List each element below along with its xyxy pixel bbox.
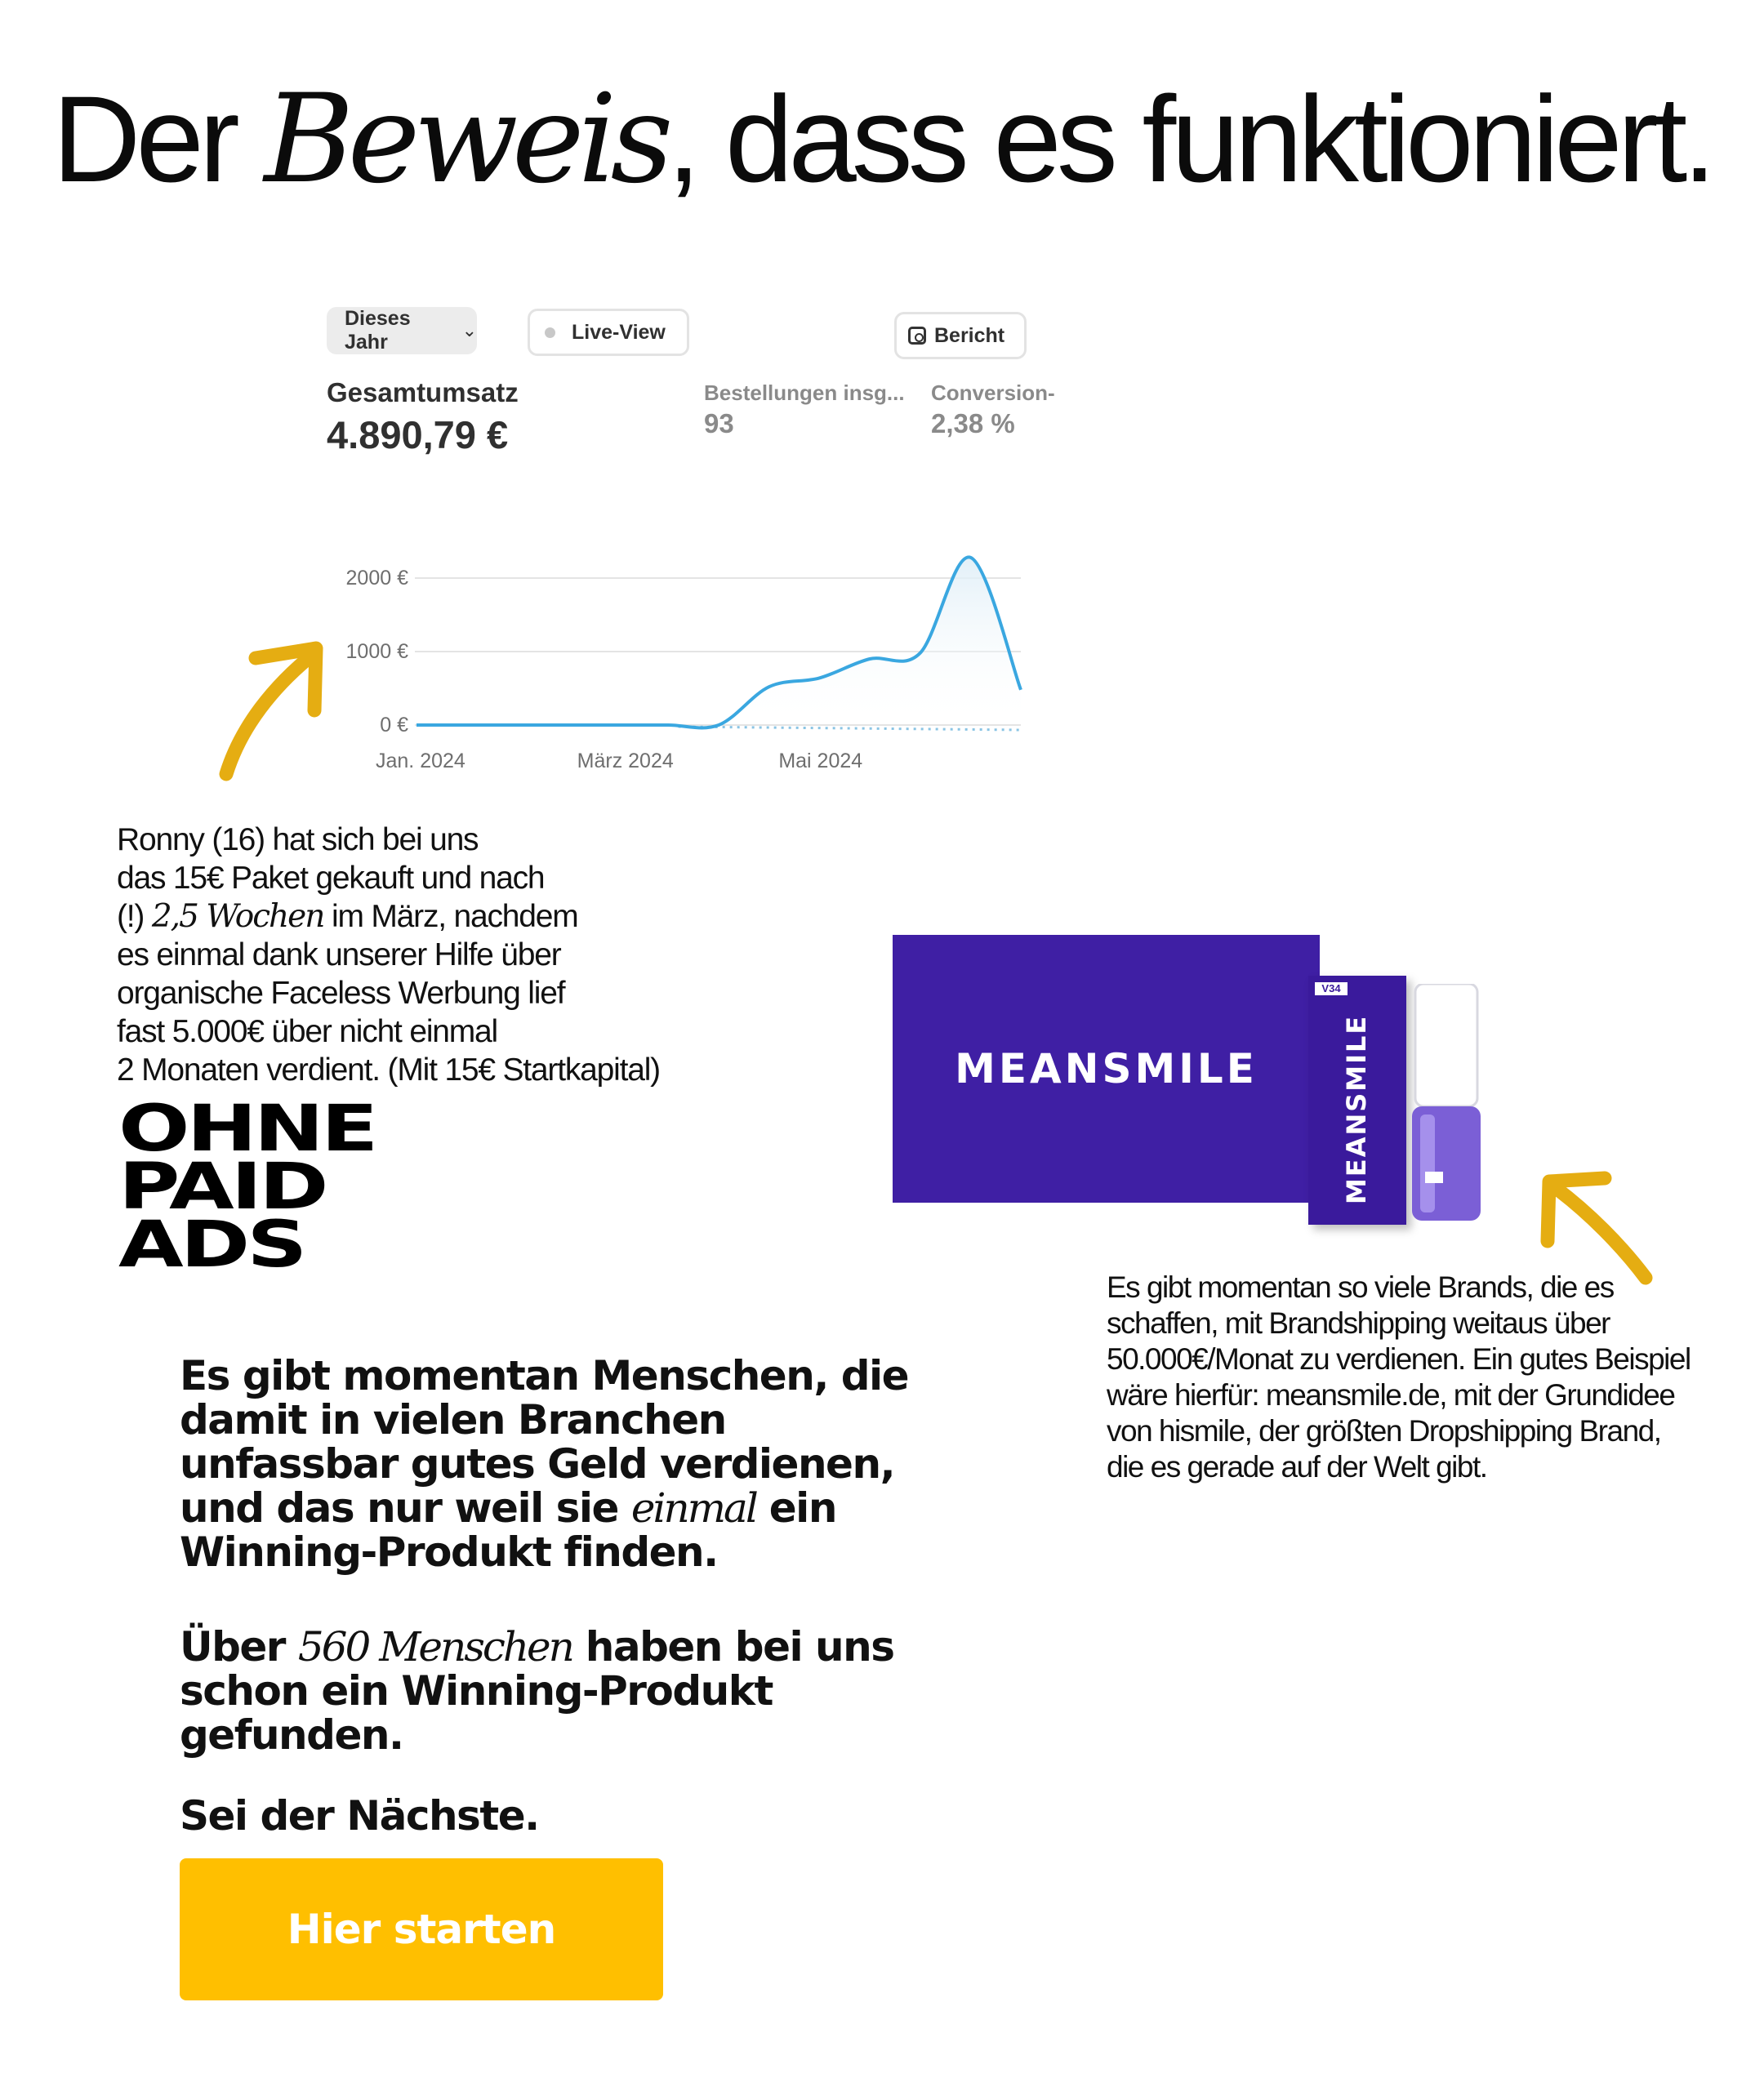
x-tick-label: März 2024 [577, 750, 674, 772]
orders-value: 93 [704, 408, 734, 438]
chevron-down-icon: ⌄ [461, 320, 477, 340]
headline-part: , dass es funktioniert. [666, 70, 1712, 207]
product-box-image [1308, 976, 1406, 1225]
pitch-text: ein Winning-Produkt finden. [180, 1484, 836, 1576]
brand-example-text: Es gibt momentan so viele Brands, die es schaffen, mit Brandshipping weitaus über 50.000€/Monat zu verdienen. Ein gutes Beispiel wäre hierfür: meansmile.de, mit der Grundidee von hismile, der größten Dropshipping Brand, die es gerade auf der Welt gibt. [1107, 1270, 1690, 1484]
conversion-value: 2,38 % [931, 408, 1015, 438]
total-sales-value: 4.890,79 € [327, 413, 509, 456]
orders-label[interactable]: Bestellungen insg... [704, 380, 905, 405]
headline-emphasis: Beweis [264, 69, 667, 211]
pitch-closing: Sei der Nächste. [180, 1792, 539, 1840]
no-paid-ads-line: PAID [118, 1150, 326, 1224]
period-dropdown-label: Dieses Jahr [345, 307, 411, 354]
sales-area-fill [416, 557, 1021, 727]
story-line [117, 897, 786, 936]
story-line: Ronny (16) hat sich bei uns [117, 822, 479, 857]
start-button[interactable]: Hier starten [180, 1858, 663, 2000]
product-box-logo: MEANSMILE [1341, 1014, 1372, 1204]
no-paid-ads-line: OHNE [118, 1092, 376, 1166]
no-paid-ads-line: ADS [118, 1208, 305, 1282]
story-line: 2 Monaten verdient. (Mit 15€ Startkapital) [117, 1052, 660, 1088]
x-tick-label: Mai 2024 [778, 750, 863, 772]
story-line: organische Faceless Werbung lief [117, 976, 565, 1011]
y-tick-label: 2000 € [345, 567, 408, 590]
arrow-doodle-icon [1531, 1163, 1662, 1286]
headline-part: Der [52, 70, 265, 207]
story-line: fast 5.000€ über nicht einmal [117, 1014, 498, 1049]
x-tick-label: Jan. 2024 [376, 750, 466, 772]
story-emphasis: 2,5 Wochen [151, 898, 324, 935]
pitch-emphasis: 560 Menschen [297, 1623, 572, 1671]
report-search-icon [908, 327, 926, 345]
pitch-emphasis: einmal [630, 1484, 756, 1532]
product-bottle-image [1409, 984, 1484, 1227]
conversion-label[interactable]: Conversion- [931, 380, 1055, 405]
pitch-text: haben bei uns schon ein Winning-Produkt gefunden. [180, 1623, 894, 1759]
arrow-doodle-icon [208, 629, 339, 784]
no-paid-ads-label [118, 1092, 376, 1282]
y-tick-label: 0 € [380, 714, 408, 736]
live-view-label: Live-View [572, 320, 666, 344]
brand-logo: MEANSMILE [955, 1045, 1258, 1092]
period-dropdown[interactable] [327, 307, 477, 354]
report-button-label: Bericht [934, 323, 1005, 347]
product-badge: V34 [1315, 982, 1348, 995]
comparison-series-line [679, 727, 1021, 730]
story-text: (!) [117, 899, 152, 934]
sales-line-chart [327, 514, 1029, 784]
report-button[interactable] [894, 312, 1027, 359]
y-tick-label: 1000 € [345, 640, 408, 663]
pitch-text: Über [180, 1623, 298, 1671]
story-line: das 15€ Paket gekauft und nach [117, 861, 545, 896]
pitch-paragraph [180, 1354, 931, 1574]
story-line: es einmal dank unserer Hilfe über [117, 937, 561, 972]
live-view-button[interactable] [528, 309, 689, 356]
customer-story-text [117, 821, 786, 1089]
status-dot-icon [545, 327, 555, 338]
total-sales-label: Gesamtumsatz [327, 377, 519, 407]
pitch-text: Es gibt momentan Menschen, die damit in vielen Branchen unfassbar gutes Geld verdienen, und das nur weil sie [180, 1352, 909, 1532]
brand-banner-image [893, 935, 1320, 1203]
pitch-paragraph [180, 1625, 931, 1757]
page-headline [0, 65, 1764, 213]
story-text: im März, nachdem [323, 899, 578, 934]
